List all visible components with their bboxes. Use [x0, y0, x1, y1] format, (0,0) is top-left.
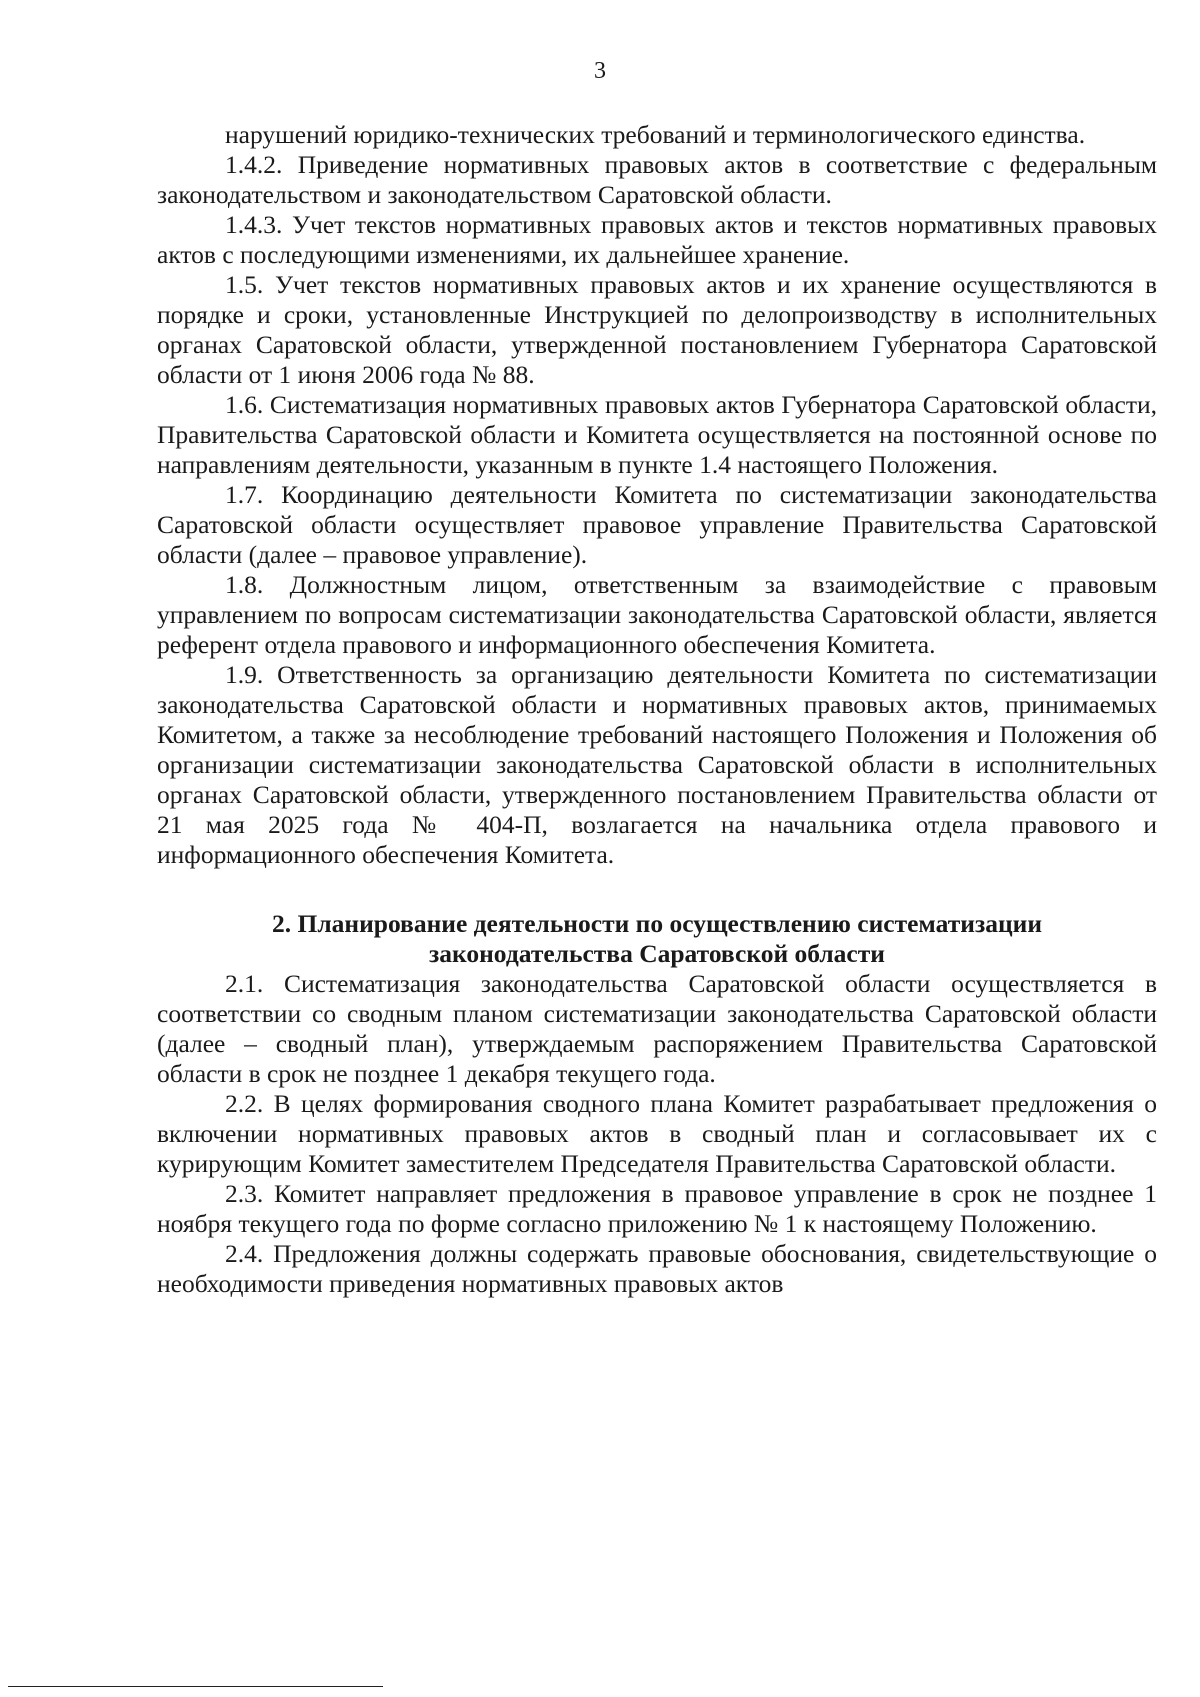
section-2-heading-line-2: законодательства Саратовской области — [429, 939, 885, 968]
paragraph-2-2: 2.2. В целях формирования сводного плана Комитет разрабатывает предложения о включении нормативных правовых актов в сводный план и согласовывает их с курирующим Комитет заместителем Председателя Правительства Саратовской области. — [157, 1089, 1157, 1178]
document-body — [157, 120, 1157, 1299]
paragraph-2-4: 2.4. Предложения должны содержать правовые обоснования, свидетельствующие о необходимости приведения нормативных правовых актов — [157, 1239, 1157, 1298]
paragraph-1-4-2: 1.4.2. Приведение нормативных правовых актов в соответствие с федеральным законодательством и законодательством Саратовской области. — [157, 150, 1157, 209]
paragraph-2-1: 2.1. Систематизация законодательства Саратовской области осуществляется в соответствии со сводным планом систематизации законодательства Саратовской области (далее – сводный план), утверждаемым распоряжением Правительства Саратовской области в срок не позднее 1 декабря текущего года. — [157, 969, 1157, 1088]
paragraph-1-7: 1.7. Координацию деятельности Комитета по систематизации законодательства Саратовской области осуществляет правовое управление Правительства Саратовской области (далее – правовое управление). — [157, 480, 1157, 569]
paragraph-continuation: нарушений юридико-технических требований и терминологического единства. — [225, 120, 1086, 149]
paragraph-1-9: 1.9. Ответственность за организацию деятельности Комитета по систематизации законодательства Саратовской области и нормативных правовых актов, принимаемых Комитетом, а также за несоблюдение требований настоящего Положения и Положения об организации систематизации законодательства Саратовской области в исполнительных органах Саратовской области, утвержденного постановлением Правительства области от 21 мая 2025 года № 404-П, возлагается на начальника отдела правового и информационного обеспечения Комитета. — [157, 660, 1157, 869]
paragraph-1-5: 1.5. Учет текстов нормативных правовых актов и их хранение осуществляются в порядке и сроки, установленные Инструкцией по делопроизводству в исполнительных органах Саратовской области, утвержденной постановлением Губернатора Саратовской области от 1 июня 2006 года № 88. — [157, 270, 1157, 389]
section-2-heading-line-1: 2. Планирование деятельности по осуществлению систематизации — [271, 909, 1043, 938]
paragraph-1-4-3: 1.4.3. Учет текстов нормативных правовых актов и текстов нормативных правовых актов с последующими изменениями, их дальнейшее хранение. — [157, 210, 1157, 269]
paragraph-1-6: 1.6. Систематизация нормативных правовых актов Губернатора Саратовской области, Правительства Саратовской области и Комитета осуществляется на постоянной основе по направлениям деятельности, указанным в пункте 1.4 настоящего Положения. — [157, 390, 1157, 479]
section-2-heading — [157, 909, 1157, 969]
paragraph-1-8: 1.8. Должностным лицом, ответственным за взаимодействие с правовым управлением по вопросам систематизации законодательства Саратовской области, является референт отдела правового и информационного обеспечения Комитета. — [157, 570, 1157, 659]
page-number: 3 — [594, 58, 606, 84]
paragraph-2-3: 2.3. Комитет направляет предложения в правовое управление в срок не позднее 1 ноября текущего года по форме согласно приложению № 1 к настоящему Положению. — [157, 1179, 1157, 1238]
footer-divider — [8, 1686, 383, 1687]
